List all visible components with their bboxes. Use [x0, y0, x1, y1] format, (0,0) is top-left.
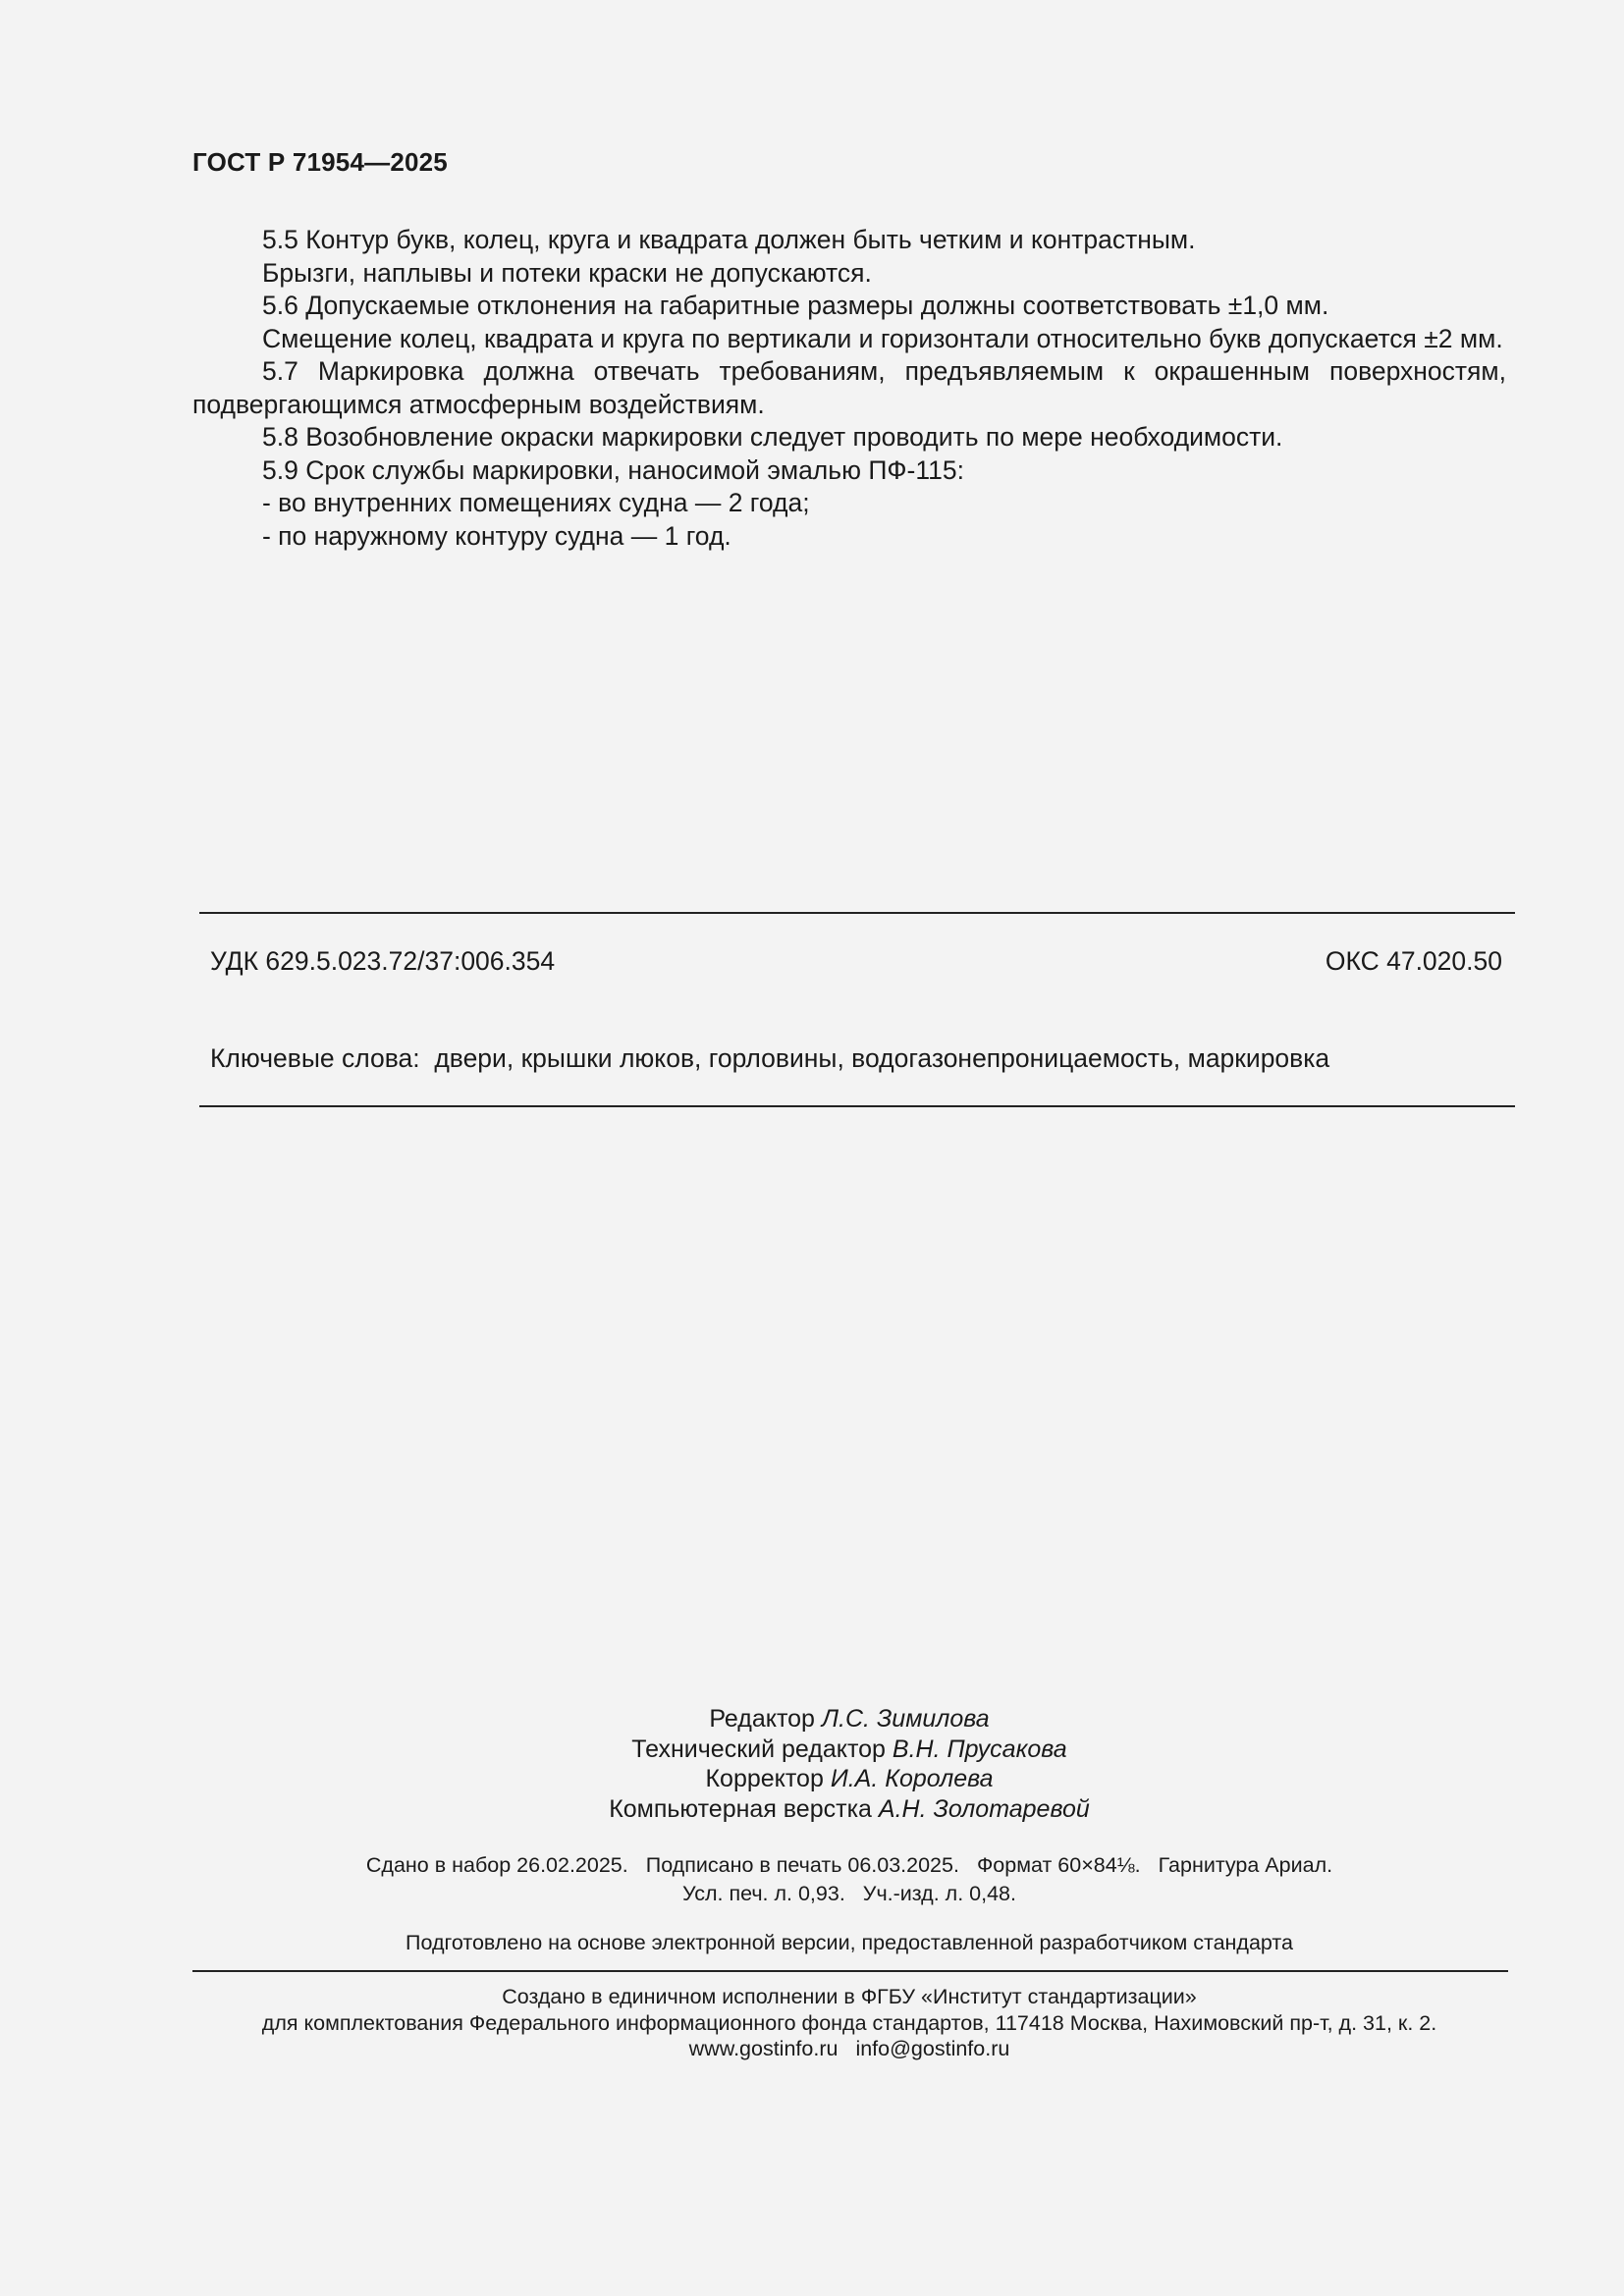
- document-code: ГОСТ Р 71954—2025: [192, 147, 448, 177]
- paragraph-5-6-cont: Смещение колец, квадрата и круга по вертикали и горизонтали относительно букв допускается ±2 мм.: [262, 323, 1503, 353]
- oks-code: ОКС 47.020.50: [1325, 946, 1502, 976]
- website-link[interactable]: www.gostinfo.ru: [688, 2037, 839, 2060]
- prepared-note: Подготовлено на основе электронной версии, предоставленной разработчиком стандарта: [406, 1931, 1293, 1954]
- divider-top: [199, 912, 1515, 914]
- list-item: - по наружному контуру судна — 1 год.: [262, 520, 731, 551]
- footer-block: [0, 1984, 1624, 2062]
- print-info-line-1: Сдано в набор 26.02.2025. Подписано в печать 06.03.2025. Формат 60×84⅛. Гарнитура Ариал.: [365, 1853, 1333, 1877]
- paragraph-5-6: 5.6 Допускаемые отклонения на габаритные размеры должны соответствовать ±1,0 мм.: [262, 291, 1329, 320]
- footer-line-2: для комплектования Федерального информационного фонда стандартов, 117418 Москва, Нахимовский пр-т, д. 31, к. 2.: [261, 2010, 1437, 2035]
- print-info: [0, 1851, 1624, 1908]
- divider-footer: [192, 1970, 1508, 1972]
- email-link[interactable]: info@gostinfo.ru: [855, 2037, 1010, 2060]
- document-body: [192, 224, 1506, 553]
- footer-contacts: [0, 2036, 1624, 2062]
- credits-block: [0, 1704, 1624, 1824]
- footer-line-1: Создано в единичном исполнении в ФГБУ «Институт стандартизации»: [502, 1985, 1197, 2008]
- credit-tech-editor: Технический редактор В.Н. Прусакова: [631, 1735, 1067, 1763]
- credit-proofreader: Корректор И.А. Королева: [705, 1765, 994, 1792]
- paragraph-5-9: 5.9 Срок службы маркировки, наносимой эмалью ПФ-115:: [262, 454, 964, 485]
- print-info-line-2: Усл. печ. л. 0,93. Уч.-изд. л. 0,48.: [681, 1882, 1016, 1905]
- paragraph-5-7: 5.7 Маркировка должна отвечать требованиям, предъявляемым к окрашенным поверхностям, подвергающимся атмосферным воздействиям.: [192, 356, 1506, 419]
- divider-bottom: [199, 1105, 1515, 1107]
- paragraph-5-5-cont: Брызги, наплывы и потеки краски не допускаются.: [262, 257, 872, 288]
- keywords-value: двери, крышки люков, горловины, водогазонепроницаемость, маркировка: [434, 1043, 1330, 1073]
- credit-editor: Редактор Л.С. Зимилова: [709, 1705, 990, 1733]
- paragraph-5-5: 5.5 Контур букв, колец, круга и квадрата должен быть четким и контрастным.: [262, 225, 1196, 254]
- keywords-label: Ключевые слова:: [210, 1043, 420, 1073]
- keywords-line: [210, 1043, 1329, 1074]
- list-item: - во внутренних помещениях судна — 2 года;: [262, 488, 810, 517]
- udk-code: УДК 629.5.023.72/37:006.354: [210, 946, 556, 976]
- paragraph-5-8: 5.8 Возобновление окраски маркировки следует проводить по мере необходимости.: [262, 422, 1283, 452]
- credit-layout: Компьютерная верстка А.Н. Золотаревой: [609, 1794, 1090, 1823]
